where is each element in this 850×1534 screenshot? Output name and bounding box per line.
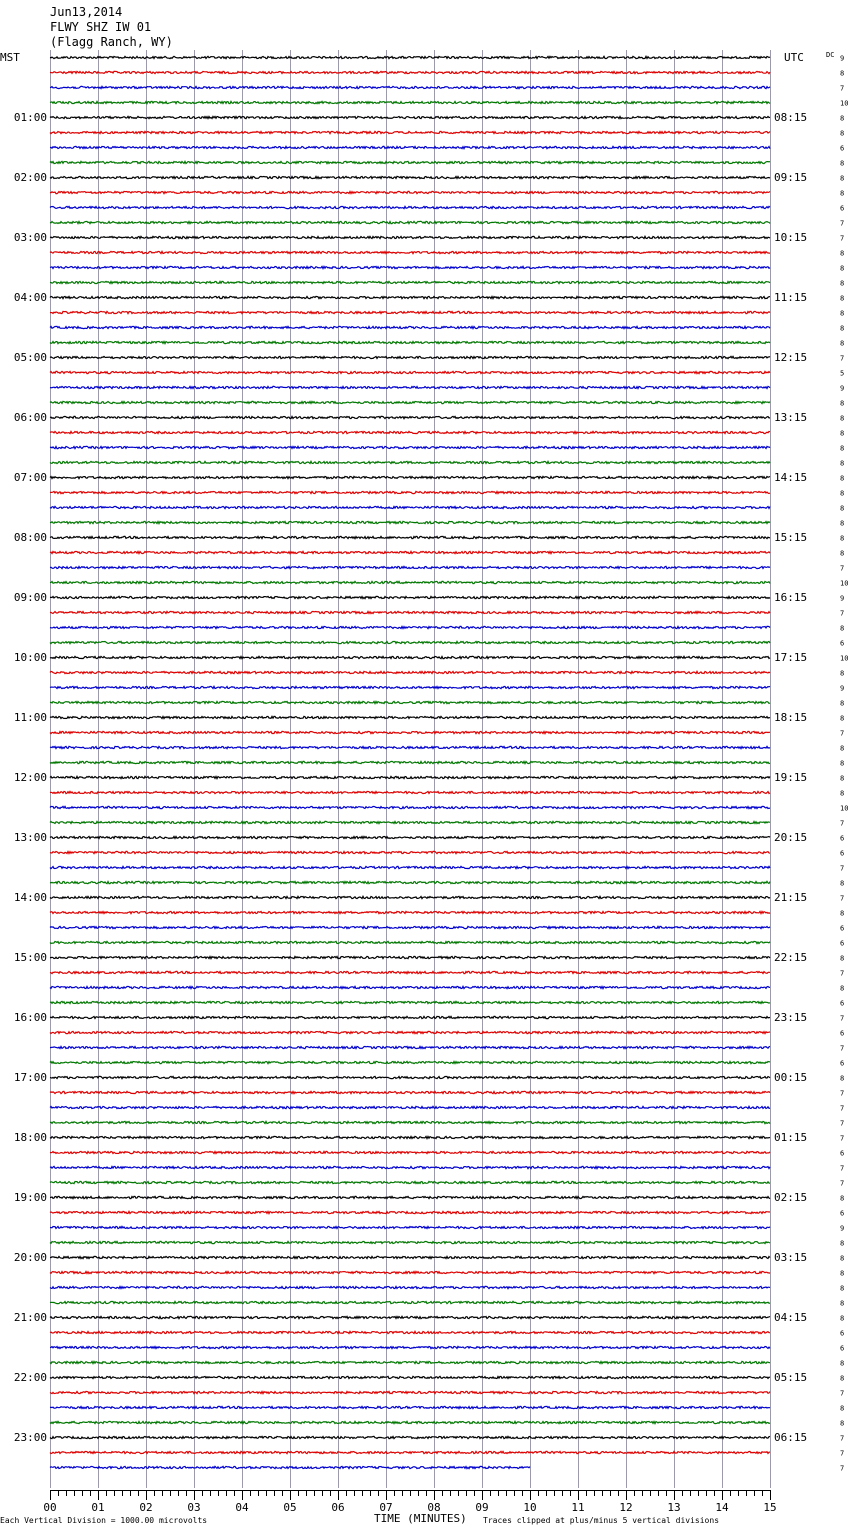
seismic-trace xyxy=(50,596,770,598)
seismic-trace xyxy=(50,821,770,823)
dc-offset-value: 7 xyxy=(840,609,845,618)
right-hour-label: 13:15 xyxy=(774,411,808,424)
dc-offset-value: 7 xyxy=(840,819,845,828)
dc-offset-value: 8 xyxy=(840,474,845,483)
seismic-trace xyxy=(50,1091,770,1093)
dc-offset-value: 8 xyxy=(840,339,845,348)
seismic-trace xyxy=(50,1016,770,1018)
seismic-trace xyxy=(50,671,770,673)
seismic-trace xyxy=(50,176,770,178)
dc-offset-value: 6 xyxy=(840,1029,845,1038)
seismic-trace xyxy=(50,131,770,133)
seismic-trace xyxy=(50,1346,770,1348)
right-hour-label: 20:15 xyxy=(774,831,808,844)
dc-offset-value: 8 xyxy=(840,984,845,993)
seismic-trace xyxy=(50,1256,770,1258)
seismic-trace xyxy=(50,896,770,898)
dc-offset-value: 7 xyxy=(840,1014,845,1023)
dc-offset-value: 7 xyxy=(840,729,845,738)
dc-offset-value: 6 xyxy=(840,1344,845,1353)
seismic-trace xyxy=(50,851,770,853)
seismic-trace xyxy=(50,1226,770,1228)
dc-offset-value: 8 xyxy=(840,1374,845,1383)
seismic-trace xyxy=(50,311,770,313)
left-hour-label: 13:00 xyxy=(13,831,47,844)
dc-offset-value: 8 xyxy=(840,69,845,78)
seismic-trace xyxy=(50,356,770,358)
dc-offset-value: 8 xyxy=(840,699,845,708)
dc-offset-value: 8 xyxy=(840,1074,845,1083)
dc-offset-value: 7 xyxy=(840,969,845,978)
left-hour-label: 15:00 xyxy=(13,951,47,964)
right-hour-label: 21:15 xyxy=(774,891,808,904)
seismic-trace xyxy=(50,116,770,118)
dc-offset-value: 7 xyxy=(840,894,845,903)
seismic-trace xyxy=(50,701,770,703)
dc-offset-value: 8 xyxy=(840,669,845,678)
dc-offset-value: 8 xyxy=(840,759,845,768)
seismic-trace xyxy=(50,71,770,73)
seismic-trace xyxy=(50,1316,770,1318)
seismic-trace xyxy=(50,221,770,223)
seismic-trace xyxy=(50,836,770,838)
seismic-trace xyxy=(50,371,770,373)
right-hour-label: 19:15 xyxy=(774,771,808,784)
seismic-trace xyxy=(50,1046,770,1048)
left-hour-label: 18:00 xyxy=(13,1131,47,1144)
dc-offset-value: 8 xyxy=(840,1269,845,1278)
dc-label: DC xyxy=(826,51,835,59)
clip-note: Traces clipped at plus/minus 5 vertical divisions xyxy=(483,1516,720,1525)
left-hour-label: 08:00 xyxy=(13,531,47,544)
x-tick-label: 01 xyxy=(91,1501,105,1514)
dc-offset-value: 8 xyxy=(840,414,845,423)
dc-offset-value: 6 xyxy=(840,1329,845,1338)
seismic-trace xyxy=(50,461,770,463)
x-tick-label: 10 xyxy=(523,1501,537,1514)
dc-offset-value: 9 xyxy=(840,684,845,693)
dc-offset-value: 8 xyxy=(840,294,845,303)
x-tick-label: 09 xyxy=(475,1501,489,1514)
x-tick-label: 04 xyxy=(235,1501,249,1514)
seismic-trace xyxy=(50,1076,770,1078)
x-axis-title: TIME (MINUTES) xyxy=(374,1512,467,1525)
seismic-trace xyxy=(50,101,770,103)
dc-offset-value: 6 xyxy=(840,1209,845,1218)
left-hour-label: 06:00 xyxy=(13,411,47,424)
left-timezone-label: MST xyxy=(0,51,20,64)
seismic-trace xyxy=(50,656,770,658)
x-tick-label: 08 xyxy=(427,1501,441,1514)
seismic-trace xyxy=(50,791,770,793)
dc-offset-value: 8 xyxy=(840,1194,845,1203)
dc-offset-value: 8 xyxy=(840,189,845,198)
dc-offset-value: 8 xyxy=(840,549,845,558)
right-hour-label: 02:15 xyxy=(774,1191,808,1204)
seismic-trace xyxy=(50,641,770,643)
right-hour-label: 17:15 xyxy=(774,651,808,664)
dc-offset-value: 8 xyxy=(840,399,845,408)
seismic-trace xyxy=(50,1241,770,1243)
seismic-trace xyxy=(50,1031,770,1033)
dc-offset-value: 7 xyxy=(840,354,845,363)
left-hour-label: 05:00 xyxy=(13,351,47,364)
seismic-trace xyxy=(50,536,770,538)
dc-offset-value: 7 xyxy=(840,564,845,573)
seismic-trace xyxy=(50,386,770,388)
seismic-trace xyxy=(50,251,770,253)
dc-offset-value: 8 xyxy=(840,624,845,633)
dc-offset-value: 8 xyxy=(840,1359,845,1368)
right-hour-label: 06:15 xyxy=(774,1431,808,1444)
dc-offset-value: 9 xyxy=(840,1224,845,1233)
seismic-trace xyxy=(50,191,770,193)
dc-offset-value: 8 xyxy=(840,1239,845,1248)
right-hour-label: 14:15 xyxy=(774,471,808,484)
seismic-trace xyxy=(50,446,770,448)
dc-offset-value: 7 xyxy=(840,84,845,93)
dc-offset-value: 8 xyxy=(840,534,845,543)
left-hour-label: 17:00 xyxy=(13,1071,47,1084)
right-hour-label: 08:15 xyxy=(774,111,808,124)
right-hour-label: 23:15 xyxy=(774,1011,808,1024)
x-tick-label: 15 xyxy=(763,1501,777,1514)
x-tick-label: 14 xyxy=(715,1501,729,1514)
dc-offset-value: 8 xyxy=(840,789,845,798)
dc-offset-value: 8 xyxy=(840,129,845,138)
seismic-trace xyxy=(50,1271,770,1273)
dc-offset-value: 8 xyxy=(840,1419,845,1428)
dc-offset-value: 8 xyxy=(840,909,845,918)
seismic-trace xyxy=(50,1406,770,1408)
right-hour-label: 09:15 xyxy=(774,171,808,184)
seismic-trace xyxy=(50,146,770,148)
x-tick-label: 11 xyxy=(571,1501,585,1514)
right-hour-label: 10:15 xyxy=(774,231,808,244)
seismic-trace xyxy=(50,431,770,433)
dc-offset-value: 7 xyxy=(840,1434,845,1443)
left-hour-label: 22:00 xyxy=(13,1371,47,1384)
x-tick-label: 13 xyxy=(667,1501,681,1514)
dc-offset-value: 8 xyxy=(840,489,845,498)
left-hour-label: 04:00 xyxy=(13,291,47,304)
seismic-trace xyxy=(50,686,770,688)
dc-offset-value: 7 xyxy=(840,1119,845,1128)
seismic-trace xyxy=(50,1376,770,1378)
dc-offset-value: 8 xyxy=(840,1254,845,1263)
dc-offset-value: 9 xyxy=(840,594,845,603)
seismic-trace xyxy=(50,881,770,883)
dc-offset-value: 8 xyxy=(840,519,845,528)
dc-offset-value: 7 xyxy=(840,1044,845,1053)
seismic-trace xyxy=(50,971,770,973)
dc-offset-value: 8 xyxy=(840,504,845,513)
left-hour-label: 01:00 xyxy=(13,111,47,124)
dc-offset-value: 8 xyxy=(840,714,845,723)
x-tick-label: 03 xyxy=(187,1501,201,1514)
header-date: Jun13,2014 xyxy=(50,5,123,19)
seismic-trace xyxy=(50,266,770,268)
dc-offset-value: 8 xyxy=(840,1314,845,1323)
dc-offset-value: 7 xyxy=(840,1089,845,1098)
seismic-trace xyxy=(50,581,770,583)
dc-offset-value: 8 xyxy=(840,309,845,318)
seismic-trace xyxy=(50,1151,770,1153)
dc-offset-value: 8 xyxy=(840,324,845,333)
seismic-trace xyxy=(50,1061,770,1063)
dc-offset-value: 8 xyxy=(840,744,845,753)
dc-offset-value: 7 xyxy=(840,1179,845,1188)
dc-offset-value: 8 xyxy=(840,774,845,783)
header-station: FLWY SHZ IW 01 xyxy=(50,20,152,34)
seismic-trace xyxy=(50,401,770,403)
seismic-trace xyxy=(50,956,770,958)
dc-offset-value: 10 xyxy=(840,579,849,588)
dc-offset-value: 6 xyxy=(840,999,845,1008)
seismic-trace xyxy=(50,1286,770,1288)
seismic-trace xyxy=(50,1301,770,1303)
seismic-trace xyxy=(50,1121,770,1123)
right-hour-label: 18:15 xyxy=(774,711,808,724)
dc-offset-value: 8 xyxy=(840,1404,845,1413)
dc-offset-value: 8 xyxy=(840,1284,845,1293)
seismic-trace xyxy=(50,341,770,343)
x-tick-label: 07 xyxy=(379,1501,393,1514)
dc-offset-value: 6 xyxy=(840,639,845,648)
seismic-trace xyxy=(50,1391,770,1393)
seismic-trace xyxy=(50,1211,770,1213)
seismic-trace xyxy=(50,911,770,913)
x-tick-label: 06 xyxy=(331,1501,345,1514)
seismic-trace xyxy=(50,506,770,508)
right-hour-label: 04:15 xyxy=(774,1311,808,1324)
dc-offset-value: 7 xyxy=(840,1464,845,1473)
seismic-trace xyxy=(50,1331,770,1333)
dc-offset-value: 8 xyxy=(840,159,845,168)
right-hour-label: 12:15 xyxy=(774,351,808,364)
seismic-trace xyxy=(50,1436,770,1438)
dc-offset-value: 6 xyxy=(840,924,845,933)
dc-offset-value: 6 xyxy=(840,1059,845,1068)
dc-offset-value: 9 xyxy=(840,384,845,393)
seismic-trace xyxy=(50,716,770,718)
right-hour-label: 00:15 xyxy=(774,1071,808,1084)
dc-offset-value: 8 xyxy=(840,444,845,453)
dc-offset-value: 8 xyxy=(840,249,845,258)
left-hour-label: 14:00 xyxy=(13,891,47,904)
right-hour-label: 22:15 xyxy=(774,951,808,964)
dc-offset-value: 6 xyxy=(840,204,845,213)
x-tick-label: 02 xyxy=(139,1501,153,1514)
seismic-trace xyxy=(50,731,770,733)
seismic-trace xyxy=(50,1361,770,1363)
left-hour-label: 03:00 xyxy=(13,231,47,244)
x-axis xyxy=(43,1490,776,1514)
dc-offset-value: 9 xyxy=(840,54,845,63)
seismic-trace xyxy=(50,1166,770,1168)
seismic-trace xyxy=(50,776,770,778)
right-hour-label: 15:15 xyxy=(774,531,808,544)
seismic-trace xyxy=(50,926,770,928)
scale-note: Each Vertical Division = 1000.00 microvolts xyxy=(0,1516,208,1525)
left-hour-label: 21:00 xyxy=(13,1311,47,1324)
dc-offset-value: 7 xyxy=(840,1449,845,1458)
x-tick-label: 05 xyxy=(283,1501,297,1514)
dc-offset-value: 7 xyxy=(840,1389,845,1398)
x-tick-label: 12 xyxy=(619,1501,633,1514)
seismic-trace xyxy=(50,1001,770,1003)
seismic-trace xyxy=(50,1451,770,1453)
right-timezone-label: UTC xyxy=(784,51,804,64)
seismic-trace xyxy=(50,1181,770,1183)
seismic-trace xyxy=(50,281,770,283)
seismic-traces xyxy=(50,55,848,1473)
seismic-trace xyxy=(50,476,770,478)
header-location: (Flagg Ranch, WY) xyxy=(50,35,173,49)
left-hour-label: 20:00 xyxy=(13,1251,47,1264)
seismic-trace xyxy=(50,986,770,988)
dc-offset-value: 10 xyxy=(840,99,849,108)
seismic-trace xyxy=(50,626,770,628)
dc-offset-value: 6 xyxy=(840,144,845,153)
dc-offset-value: 10 xyxy=(840,804,849,813)
dc-offset-value: 8 xyxy=(840,954,845,963)
right-hour-label: 16:15 xyxy=(774,591,808,604)
seismic-trace xyxy=(50,206,770,208)
dc-offset-value: 6 xyxy=(840,1149,845,1158)
left-hour-label: 16:00 xyxy=(13,1011,47,1024)
left-hour-label: 23:00 xyxy=(13,1431,47,1444)
left-hour-label: 12:00 xyxy=(13,771,47,784)
seismic-trace xyxy=(50,236,770,238)
dc-offset-value: 7 xyxy=(840,1134,845,1143)
seismic-trace xyxy=(50,521,770,523)
left-hour-label: 19:00 xyxy=(13,1191,47,1204)
seismic-trace xyxy=(50,551,770,553)
seismic-trace xyxy=(50,161,770,163)
dc-offset-value: 8 xyxy=(840,459,845,468)
x-tick-label: 00 xyxy=(43,1501,57,1514)
seismic-trace xyxy=(50,1106,770,1108)
seismic-trace xyxy=(50,491,770,493)
seismic-trace xyxy=(50,1421,770,1423)
dc-offset-value: 7 xyxy=(840,1164,845,1173)
right-hour-label: 01:15 xyxy=(774,1131,808,1144)
seismic-trace xyxy=(50,416,770,418)
seismic-trace xyxy=(50,866,770,868)
left-hour-label: 11:00 xyxy=(13,711,47,724)
seismic-trace xyxy=(50,296,770,298)
dc-offset-value: 6 xyxy=(840,939,845,948)
seismic-trace xyxy=(50,1196,770,1198)
left-hour-label: 07:00 xyxy=(13,471,47,484)
dc-offset-value: 8 xyxy=(840,429,845,438)
seismic-trace xyxy=(50,611,770,613)
right-hour-label: 05:15 xyxy=(774,1371,808,1384)
seismic-trace xyxy=(50,326,770,328)
seismic-trace xyxy=(50,761,770,763)
seismic-trace xyxy=(50,941,770,943)
seismic-trace xyxy=(50,86,770,88)
seismic-trace xyxy=(50,566,770,568)
left-hour-label: 10:00 xyxy=(13,651,47,664)
dc-offset-value: 7 xyxy=(840,864,845,873)
dc-offset-value: 7 xyxy=(840,234,845,243)
seismic-trace xyxy=(50,1136,770,1138)
right-hour-label: 03:15 xyxy=(774,1251,808,1264)
dc-offset-value: 8 xyxy=(840,1299,845,1308)
dc-offset-value: 7 xyxy=(840,1104,845,1113)
dc-offset-value: 8 xyxy=(840,279,845,288)
left-hour-label: 09:00 xyxy=(13,591,47,604)
dc-offset-value: 7 xyxy=(840,219,845,228)
seismic-trace xyxy=(50,806,770,808)
dc-offset-value: 5 xyxy=(840,369,845,378)
dc-offset-value: 8 xyxy=(840,114,845,123)
seismic-trace xyxy=(50,746,770,748)
dc-offset-value: 8 xyxy=(840,264,845,273)
dc-offset-value: 8 xyxy=(840,174,845,183)
left-hour-label: 02:00 xyxy=(13,171,47,184)
dc-offset-value: 6 xyxy=(840,834,845,843)
dc-offset-value: 10 xyxy=(840,654,849,663)
dc-offset-value: 6 xyxy=(840,849,845,858)
seismic-trace xyxy=(50,56,770,58)
right-hour-label: 11:15 xyxy=(774,291,808,304)
dc-offset-value: 8 xyxy=(840,879,845,888)
